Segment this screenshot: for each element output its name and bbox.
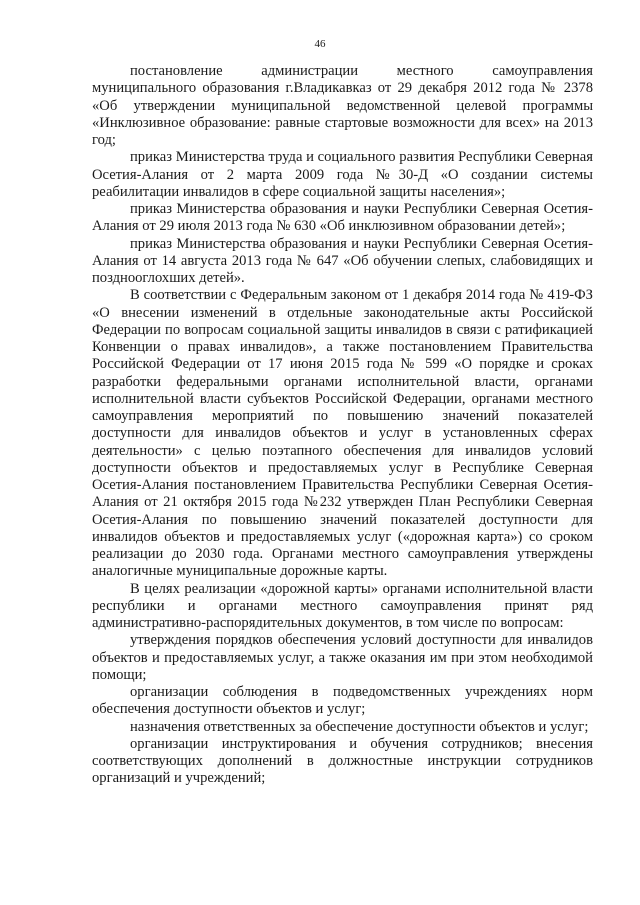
paragraph-municipal-resolution: постановление администрации местного самоуправления муниципального образования г.Владикавказ от 29 декабря 2012 года № 2378 «Об утверждении муниципальной ведомственной целевой программы «Инклюзивное образование: равные стартовые возможности для всех» на 2013 год;: [92, 63, 593, 148]
paragraph-education-order-630: приказ Министерства образования и науки Республики Северная Осетия-Алания от 29 июля 2013 года № 630 «Об инклюзивном образовании детей»;: [92, 201, 593, 235]
document-body: [92, 63, 593, 788]
paragraph-list-item-procedures: утверждения порядков обеспечения условий доступности для инвалидов объектов и предоставляемых услуг, а также оказания им при этом необходимой помощи;: [92, 632, 593, 683]
paragraph-labor-ministry-order: приказ Министерства труда и социального развития Республики Северная Осетия-Алания от 2 марта 2009 года №30-Д «О создании системы реабилитации инвалидов в сфере социальной защиты населения»;: [92, 149, 593, 200]
paragraph-roadmap-implementation: В целях реализации «дорожной карты» органами исполнительной власти республики и органами местного самоуправления принят ряд административно-распорядительных документов, в том числе по вопросам:: [92, 580, 593, 631]
paragraph-education-order-647: приказ Министерства образования и науки Республики Северная Осетия-Алания от 14 августа 2013 года № 647 «Об обучении слепых, слабовидящих и позднооглохших детей».: [92, 235, 593, 286]
paragraph-federal-law: В соответствии с Федеральным законом от 1 декабря 2014 года № 419-ФЗ «О внесении изменений в отдельные законодательные акты Российской Федерации по вопросам социальной защиты инвалидов в связи с ратификацией Конвенции о правах инвалидов», а также постановлением Правительства Российской Федерации от 17 июня 2015 года № 599 «О порядке и сроках разработки федеральными органами исполнительной власти, органами исполнительной власти субъектов Российской Федерации, органами местного самоуправления мероприятий по повышению значений показателей доступности для инвалидов объектов и услуг в установленных сферах деятельности» с целью поэтапного обеспечения для инвалидов условий доступности объектов и предоставляемых услуг в Республике Северная Осетия-Алания постановлением Правительства Республики Северная Осетия-Алания от 21 октября 2015 года №232 утвержден План Республики Северная Осетия-Алания по повышению значений показателей доступности для инвалидов объектов и предоставляемых услуг («дорожная карта») со сроком реализации до 2030 года. Органами местного самоуправления утверждены аналогичные муниципальные дорожные карты.: [92, 287, 593, 580]
paragraph-list-item-compliance: организации соблюдения в подведомственных учреждениях норм обеспечения доступности объектов и услуг;: [92, 684, 593, 718]
paragraph-list-item-responsible: назначения ответственных за обеспечение доступности объектов и услуг;: [130, 718, 589, 735]
paragraph-list-item-training: организации инструктирования и обучения сотрудников; внесения соответствующих дополнений в должностные инструкции сотрудников организаций и учреждений;: [92, 735, 593, 787]
page-number: 46: [314, 38, 326, 50]
